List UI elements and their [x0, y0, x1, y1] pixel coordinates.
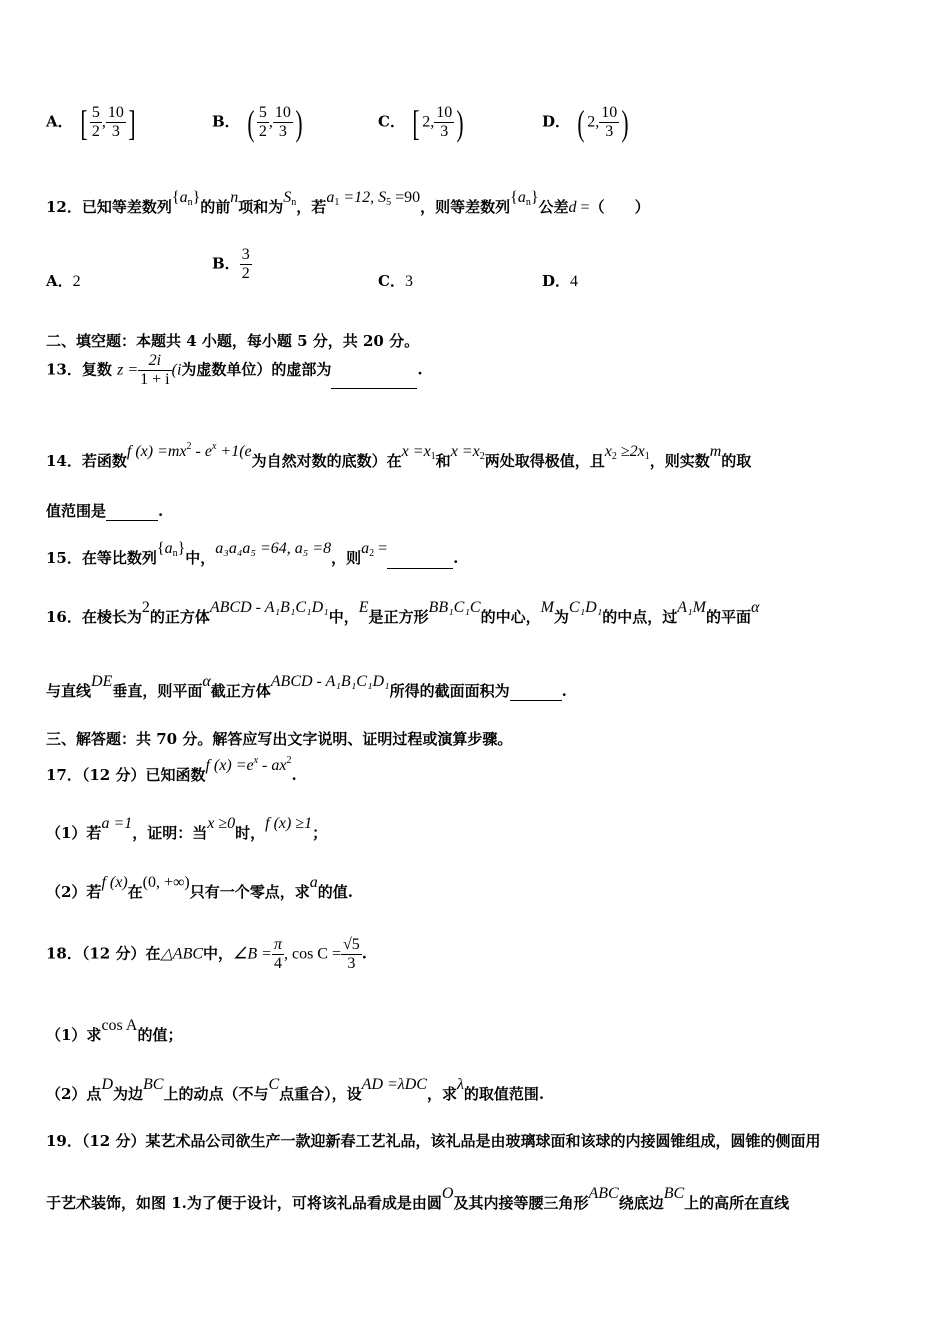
subscript: n: [525, 197, 531, 208]
open-bracket: [: [80, 102, 88, 143]
var: a: [309, 874, 318, 891]
fraction: [138, 352, 171, 389]
subscript: 1: [644, 451, 650, 462]
option-label: C．: [378, 112, 405, 131]
expr: f (x) =mx: [126, 443, 187, 460]
text: .: [158, 502, 164, 520]
text: 的正方体: [149, 608, 210, 626]
expr: f (x) =e: [205, 757, 254, 774]
numerator: 10: [274, 104, 291, 121]
text: ，则等差数列: [420, 198, 511, 216]
text: 15．在等比数列: [46, 549, 157, 567]
text: 14．若函数: [46, 452, 127, 470]
close-bracket: ): [621, 102, 629, 143]
expr: x =x: [450, 443, 480, 460]
text: 公差: [538, 198, 569, 216]
expr: BC: [663, 1185, 685, 1202]
brace: {: [510, 189, 518, 206]
superscript: 2: [286, 755, 292, 766]
var: a: [326, 189, 335, 206]
var: E: [358, 599, 369, 616]
option-label: B．: [212, 112, 240, 131]
expr: DE: [91, 673, 113, 690]
text: 18．（12 分）在: [46, 944, 161, 963]
numerator: √5: [343, 936, 360, 953]
q12-option-c: [378, 270, 413, 291]
q17-part1: [46, 815, 328, 843]
answer-blank[interactable]: [106, 506, 158, 521]
left-value: 2,: [587, 113, 600, 131]
answer-blank[interactable]: [387, 554, 453, 569]
answer-blank[interactable]: [510, 686, 562, 701]
denominator: 1 + i: [140, 371, 170, 388]
var: O: [441, 1185, 454, 1202]
fraction: [599, 104, 619, 141]
number: 2: [141, 599, 150, 616]
text: 上的动点（不与: [163, 1085, 269, 1103]
denominator: 4: [273, 955, 282, 972]
subscript: n: [291, 197, 297, 208]
text: 的中点，过: [602, 608, 678, 626]
fraction: [434, 104, 454, 141]
numerator: 10: [436, 104, 453, 121]
q19-stem-line1: 19．（12 分）某艺术品公司欲生产一款迎新春工艺礼品，该礼品是由玻璃球面和该球的内接圆锥组成，圆锥的侧面用: [46, 1132, 821, 1150]
q14-stem-line1: [46, 441, 752, 472]
subscript: 5: [386, 197, 392, 208]
text: 两处取得极值，且: [484, 452, 605, 470]
q15-stem: [46, 540, 459, 569]
text: 的中心，: [480, 608, 541, 626]
numerator: 5: [258, 104, 267, 121]
q11-option-d: [542, 104, 631, 141]
denominator: 2: [91, 123, 100, 140]
open-bracket: [: [412, 102, 420, 143]
option-label: C．: [378, 272, 405, 290]
text: 17．（12 分）已知函数: [46, 766, 206, 784]
close-bracket: ]: [128, 102, 136, 143]
separator: ,: [101, 113, 106, 131]
expr: =: [374, 540, 388, 557]
section-2-heading: 二、填空题：本题共 4 小题，每小题 5 分，共 20 分。: [46, 332, 420, 350]
var: n: [230, 189, 239, 206]
numerator: 2i: [138, 352, 171, 371]
option-label: A．: [46, 272, 73, 290]
numerator: 10: [107, 104, 124, 121]
q11-option-b: [212, 104, 305, 141]
denominator: 2: [258, 123, 267, 140]
text: 时，: [235, 824, 266, 842]
expr: , cos C =: [283, 945, 341, 963]
q18-stem: [46, 936, 367, 973]
numerator: 3: [241, 246, 250, 263]
expr: =12, S: [339, 189, 387, 206]
option-label: B．: [212, 254, 240, 273]
superscript: x: [211, 441, 217, 452]
expr: +1(e: [216, 443, 252, 460]
answer-blank[interactable]: [331, 374, 417, 389]
var: C: [268, 1076, 280, 1093]
text: （2）若: [46, 883, 102, 901]
close-bracket: ): [456, 102, 464, 143]
text: 项和为: [238, 198, 284, 216]
subscript: 2: [611, 451, 617, 462]
expr: ABCD - A₁B₁C₁D₁: [209, 599, 329, 616]
text: 在: [127, 883, 143, 901]
fraction: [272, 936, 284, 973]
subscript: n: [172, 548, 178, 559]
text: 只有一个零点，求: [189, 883, 310, 901]
close-bracket: ): [295, 102, 303, 143]
text: 的值.: [317, 883, 353, 901]
text: 和: [435, 452, 451, 470]
text: （1）若: [46, 824, 102, 842]
q12-stem: [46, 189, 650, 218]
q18-part2: [46, 1076, 545, 1104]
fraction: [90, 104, 102, 141]
fraction: [240, 246, 252, 283]
q16-stem-line1: [46, 599, 760, 627]
subscript: 2: [479, 451, 485, 462]
text: 为: [553, 608, 569, 626]
expr: C₁D₁: [568, 599, 603, 616]
open-bracket: (: [577, 102, 585, 143]
text: .: [361, 944, 368, 963]
subscript: 1: [334, 197, 340, 208]
expr: f (x): [101, 874, 128, 891]
expr: a₃a₄a₅ =64, a₅ =8: [215, 540, 332, 557]
denominator: 2: [241, 265, 250, 282]
text: .: [291, 766, 297, 784]
expr: △ABC: [160, 945, 204, 963]
text: 的平面: [705, 608, 751, 626]
var: S: [283, 189, 292, 206]
text: 16．在棱长为: [46, 608, 142, 626]
expr: (i: [171, 361, 182, 379]
text: 为边: [113, 1085, 144, 1103]
option-value: 4: [570, 273, 579, 290]
text: 中，: [203, 944, 234, 963]
brace: {: [156, 540, 165, 557]
q12-option-b: [212, 246, 252, 283]
fraction: [106, 104, 126, 141]
q13-stem: [46, 352, 423, 389]
text: 的值；: [137, 1026, 183, 1044]
numerator: π: [273, 936, 282, 953]
var: a: [164, 540, 173, 557]
var: a: [517, 189, 526, 206]
text: 中，: [185, 549, 216, 567]
q17-part2: [46, 874, 353, 902]
q11-option-c: [378, 104, 466, 141]
option-value: 3: [404, 273, 413, 290]
var: α: [750, 599, 760, 616]
superscript: 2: [186, 441, 192, 452]
text: 的取值范围.: [463, 1085, 545, 1103]
text: 为虚数单位）的虚部为: [181, 360, 332, 379]
expr: a =1: [101, 815, 133, 832]
text: 于艺术装饰，如图 1.为了便于设计，可将该礼品看成是由圆: [46, 1194, 442, 1212]
text: 及其内接等腰三角形: [453, 1194, 589, 1212]
numerator: 5: [91, 104, 100, 121]
brace: }: [192, 189, 201, 206]
var: λ: [456, 1076, 464, 1093]
var: α: [202, 673, 211, 690]
var: a: [361, 540, 370, 557]
expr: ABCD - A₁B₁C₁D₁: [270, 673, 390, 690]
brace: {: [171, 189, 180, 206]
q11-option-a: [46, 104, 138, 141]
text: ，则实数: [649, 452, 710, 470]
text: 点重合），设: [279, 1085, 362, 1103]
denominator: 3: [605, 123, 614, 140]
q17-stem: [46, 755, 297, 785]
numerator: 10: [601, 104, 618, 121]
text: 中，: [328, 608, 359, 626]
text: 已知等差数列: [81, 198, 172, 216]
denominator: 3: [278, 123, 287, 140]
var: a: [179, 189, 188, 206]
expr: ABC: [588, 1185, 619, 1202]
expr: =90: [391, 189, 421, 206]
q19-stem-line2: [46, 1185, 790, 1213]
text: ，则: [331, 549, 362, 567]
var: M: [540, 599, 554, 616]
text: .: [561, 682, 567, 700]
fraction: [341, 936, 362, 973]
text: （1）求: [46, 1026, 102, 1044]
var: D: [101, 1076, 113, 1093]
expr: ≥2x: [616, 443, 645, 460]
q12-option-d: [542, 270, 578, 291]
text: 的取: [721, 452, 752, 470]
fraction: [273, 104, 293, 141]
text: .: [417, 360, 423, 379]
text: 绕底边: [618, 1194, 664, 1212]
brace: }: [530, 189, 539, 206]
text: ，求: [426, 1085, 457, 1103]
expr: BC: [143, 1076, 164, 1093]
separator: ,: [268, 113, 273, 131]
q14-stem-line2: [46, 500, 163, 521]
expr: f (x) ≥1: [265, 815, 313, 832]
text: 为自然对数的底数）在: [251, 452, 402, 470]
expr: x =x: [401, 443, 431, 460]
text: 13．复数: [46, 360, 112, 379]
text: 垂直，则平面: [112, 682, 203, 700]
question-number: 12．: [46, 198, 82, 216]
denominator: 3: [347, 955, 356, 972]
subscript: 1: [430, 451, 436, 462]
expr: ∠B =: [233, 945, 272, 963]
option-value: 2: [72, 273, 81, 290]
expr: x ≥0: [207, 815, 236, 832]
option-label: A．: [46, 112, 73, 131]
text: 值范围是: [46, 502, 107, 520]
text: ，若: [296, 198, 327, 216]
open-bracket: (: [247, 102, 255, 143]
text: 截正方体: [210, 682, 271, 700]
expr: z =: [117, 361, 139, 379]
text: ；: [312, 824, 328, 842]
var: m: [709, 443, 722, 460]
expr: BB₁C₁C: [428, 599, 481, 616]
superscript: x: [253, 755, 259, 766]
text: 的前: [200, 198, 231, 216]
answer-paren: （ ）: [589, 198, 650, 216]
brace: }: [177, 540, 186, 557]
expr: =: [576, 199, 590, 216]
text: 是正方形: [368, 608, 429, 626]
option-label: D．: [542, 272, 571, 290]
expr: A₁M: [677, 599, 706, 616]
text: （2）点: [46, 1085, 102, 1103]
text: 所得的截面面积为: [389, 682, 510, 700]
var: d: [568, 199, 577, 216]
expr: (0, +∞): [142, 874, 190, 891]
expr: - ax: [258, 757, 287, 774]
left-value: 2,: [422, 113, 435, 131]
section-3-heading: 三、解答题：共 70 分。解答应写出文字说明、证明过程或演算步骤。: [46, 730, 513, 748]
denominator: 3: [440, 123, 449, 140]
fraction: [257, 104, 269, 141]
q18-part1: [46, 1017, 183, 1045]
text: 上的高所在直线: [684, 1194, 790, 1212]
subscript: n: [187, 197, 193, 208]
expr: AD =λDC: [361, 1076, 427, 1093]
expr: cos A: [101, 1017, 138, 1034]
text: .: [453, 549, 459, 567]
text: ，证明：当: [132, 824, 208, 842]
var: x: [604, 443, 612, 460]
option-label: D．: [542, 112, 571, 131]
text: 与直线: [46, 682, 92, 700]
q12-option-a: [46, 270, 81, 291]
expr: - e: [191, 443, 212, 460]
denominator: 3: [111, 123, 120, 140]
subscript: 2: [369, 548, 375, 559]
q16-stem-line2: [46, 673, 567, 701]
